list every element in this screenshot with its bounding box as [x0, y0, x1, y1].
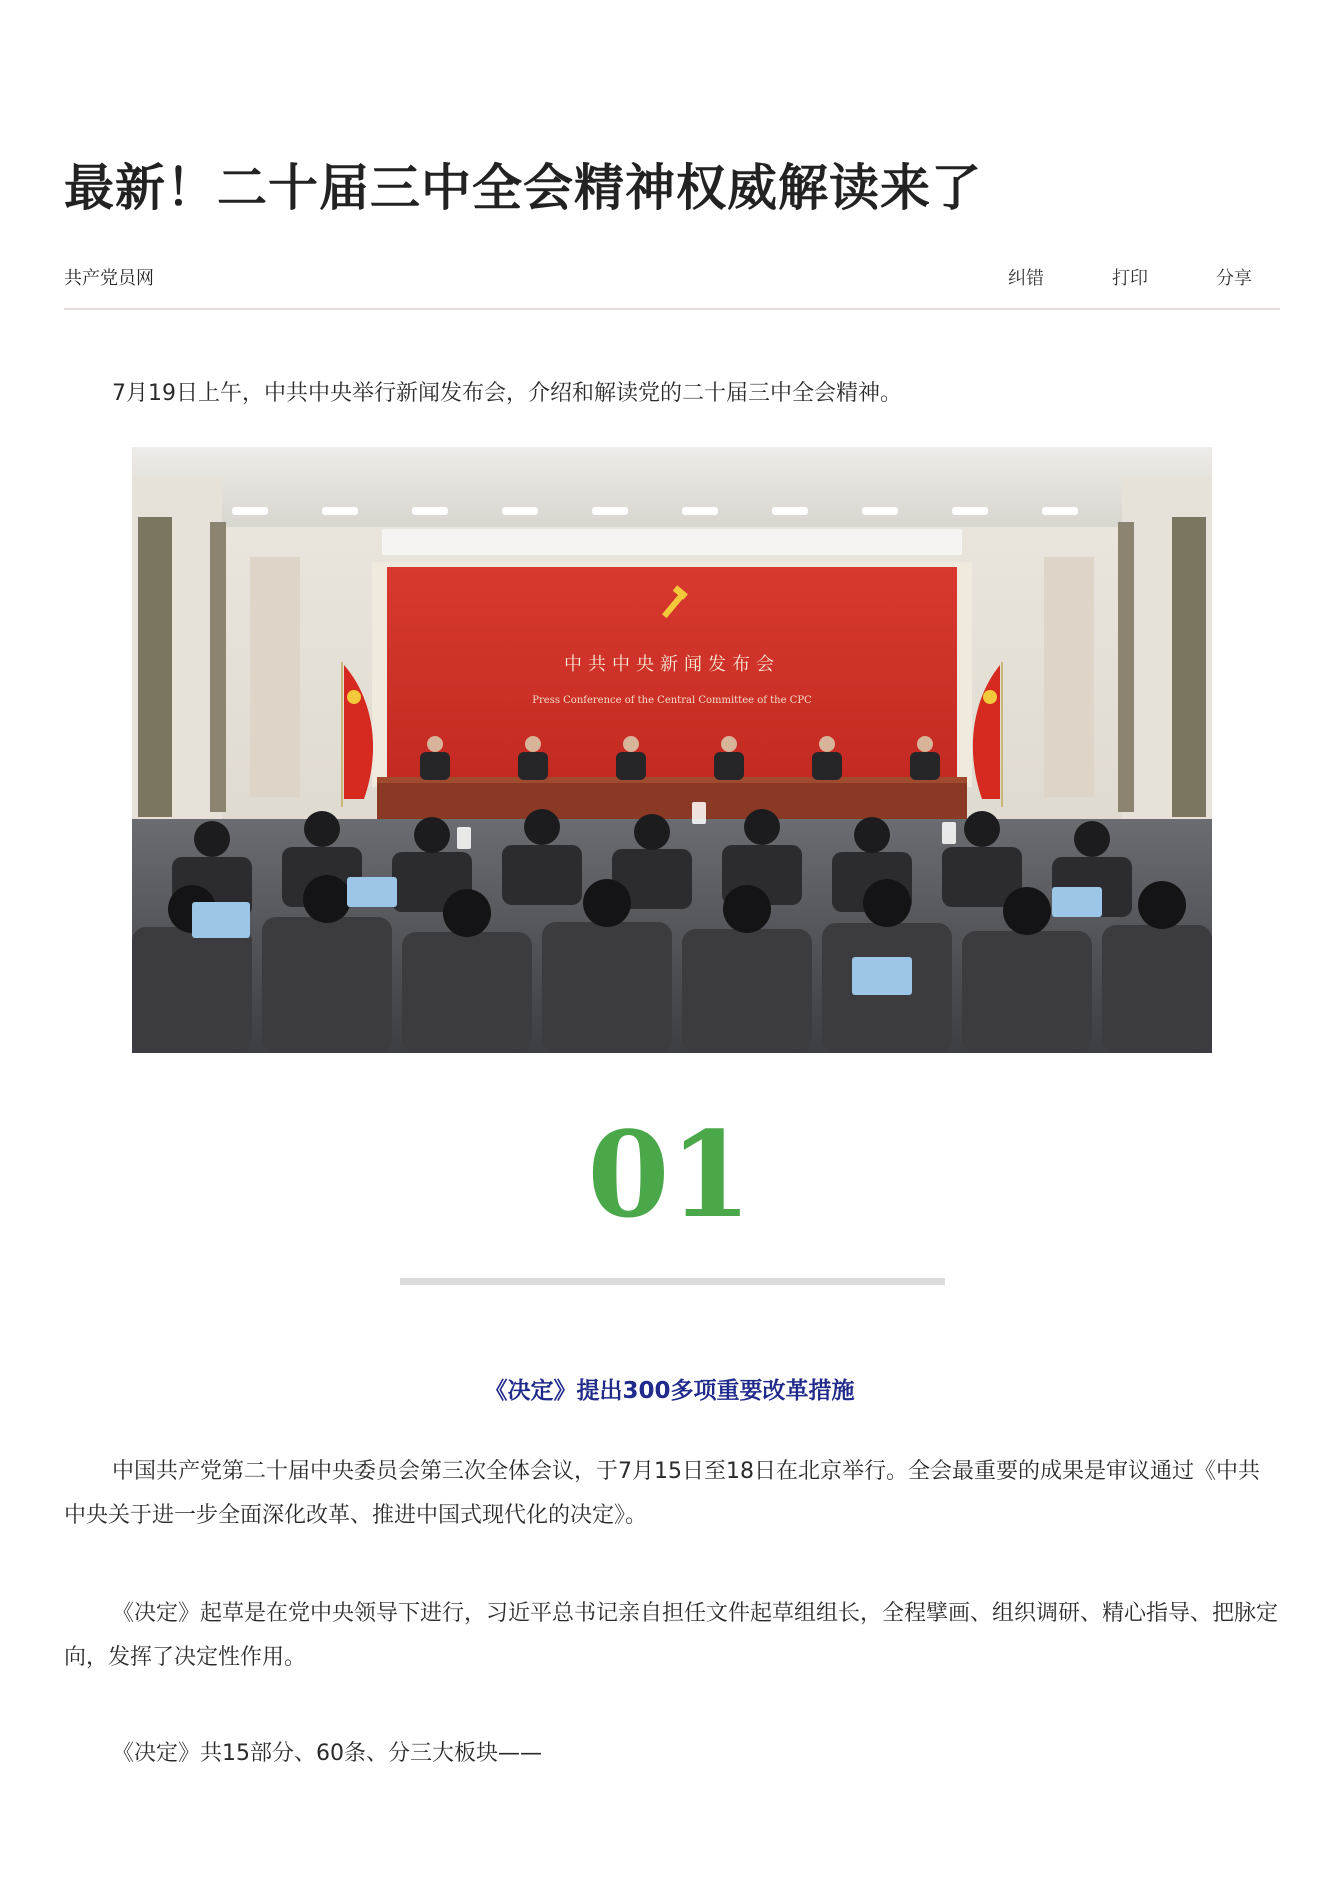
- correct-button[interactable]: 纠错: [1008, 268, 1044, 289]
- backdrop-title: 中共中央新闻发布会: [564, 654, 780, 675]
- section-heading: 《决定》提出300多项重要改革措施: [484, 1378, 855, 1404]
- share-button[interactable]: 分享: [1216, 268, 1252, 289]
- article-tools: [1008, 264, 1252, 290]
- intro-paragraph: 7月19日上午，中共中央举行新闻发布会，介绍和解读党的二十届三中全会精神。: [112, 381, 902, 406]
- article-title: 最新！二十届三中全会精神权威解读来了: [64, 159, 982, 217]
- press-conference-photo: [132, 447, 1212, 1053]
- meta-divider: [64, 308, 1280, 310]
- print-button[interactable]: 打印: [1112, 268, 1148, 289]
- meta-bar: [64, 260, 1280, 292]
- body-paragraph: 《决定》共15部分、60条、分三大板块——: [112, 1741, 542, 1766]
- section-divider: [400, 1278, 945, 1285]
- body-paragraph: 《决定》起草是在党中央领导下进行，习近平总书记亲自担任文件起草组组长，全程擘画、组织调研、精心指导、把脉定向，发挥了决定性作用。: [64, 1601, 1279, 1670]
- section-number: 01: [587, 1105, 752, 1244]
- body-paragraph: 中国共产党第二十届中央委员会第三次全体会议，于7月15日至18日在北京举行。全会最重要的成果是审议通过《中共中央关于进一步全面深化改革、推进中国式现代化的决定》。: [64, 1459, 1260, 1528]
- backdrop-subtitle: Press Conference of the Central Committee of the CPC: [532, 695, 812, 706]
- source-label[interactable]: 共产党员网: [64, 268, 154, 289]
